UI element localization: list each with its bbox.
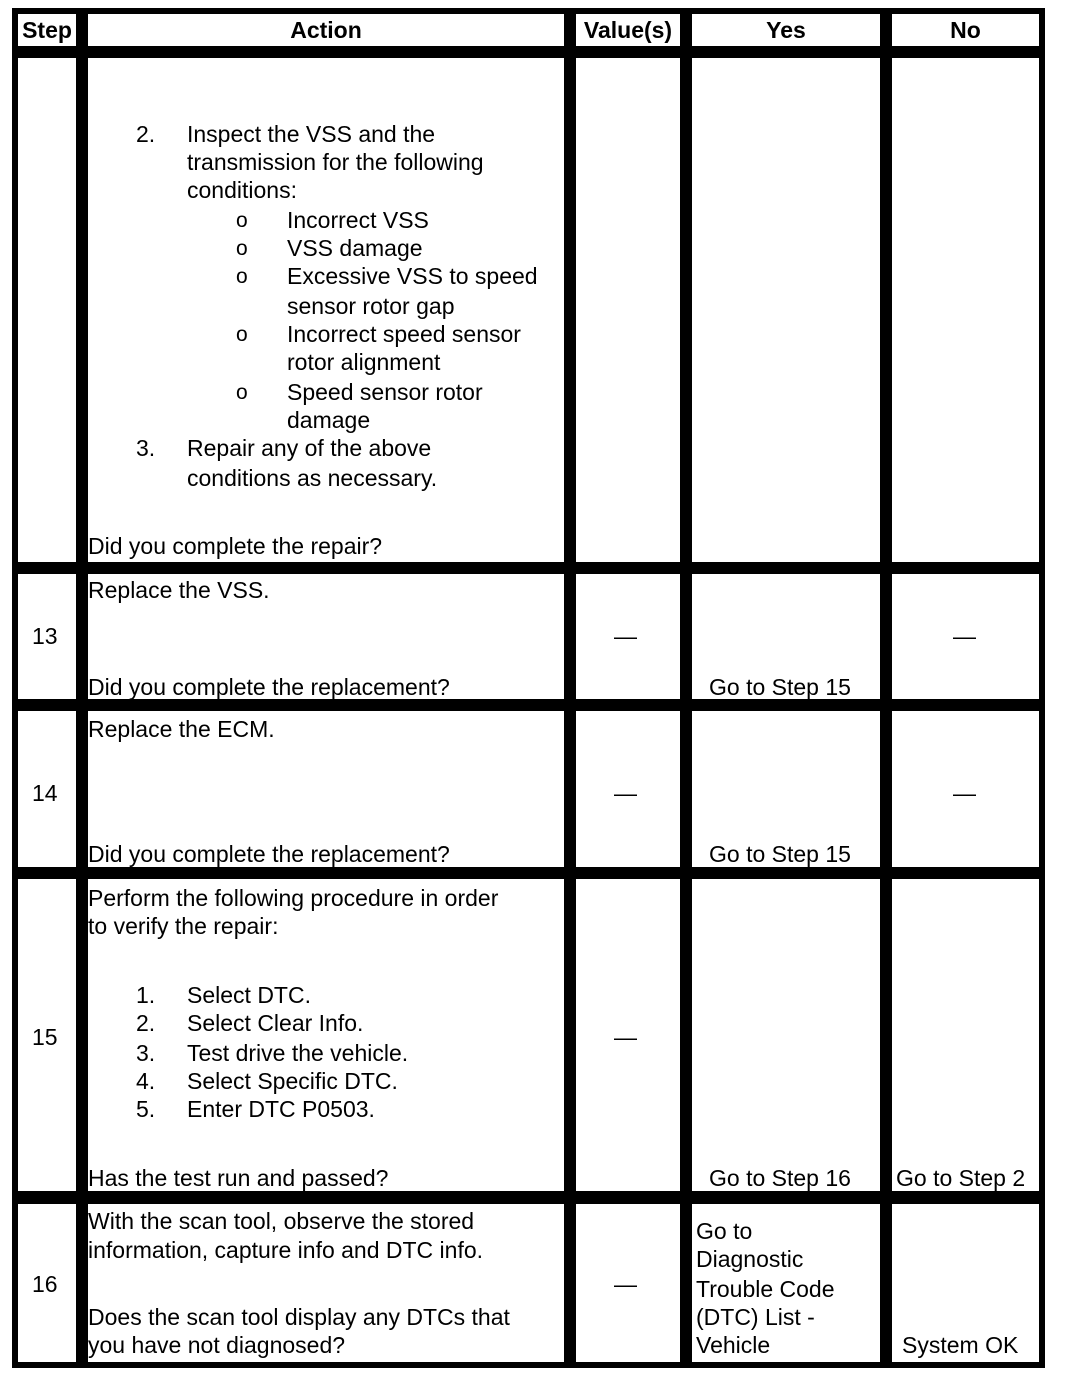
list-item-text: Select Specific DTC.	[187, 1068, 398, 1094]
bullet-marker: o	[236, 323, 248, 346]
row-16-value: —	[614, 1271, 637, 1297]
row-16-yes-line: Diagnostic	[696, 1246, 804, 1272]
row-16-yes-line: Go to	[696, 1218, 753, 1244]
row-16-yes-line: Trouble Code	[696, 1276, 835, 1302]
row-15-step-number: 15	[32, 1024, 58, 1050]
row-16-step-number: 16	[32, 1271, 58, 1297]
bullet-marker: o	[236, 381, 248, 404]
list-number: 3.	[136, 1040, 156, 1066]
list-number: 4.	[136, 1068, 156, 1094]
row-12-step-cell	[12, 52, 82, 568]
row-14-value: —	[614, 780, 637, 806]
row-15-question: Has the test run and passed?	[88, 1165, 389, 1191]
list-number: 2.	[136, 121, 156, 147]
row-14-step-number: 14	[32, 780, 58, 806]
header-step: Step	[12, 8, 82, 52]
row-16-question-line: you have not diagnosed?	[88, 1332, 346, 1358]
row-13-action-text: Replace the VSS.	[88, 577, 270, 603]
bullet-marker: o	[236, 209, 248, 232]
bullet-item-line: rotor alignment	[287, 349, 441, 375]
row-15-yes: Go to Step 16	[709, 1165, 851, 1191]
row-16-yes-line: Vehicle	[696, 1332, 771, 1358]
row-15-no-cell	[886, 873, 1045, 1197]
row-13-no: —	[953, 623, 976, 649]
header-action: Action	[82, 8, 570, 52]
row-13-step-number: 13	[32, 623, 58, 649]
header-yes: Yes	[686, 8, 886, 52]
list-item-line: Inspect the VSS and the	[187, 121, 436, 147]
list-item-text: Select DTC.	[187, 982, 311, 1008]
row-14-question: Did you complete the replacement?	[88, 841, 450, 867]
row-16-no: System OK	[902, 1332, 1019, 1358]
row-15-no: Go to Step 2	[896, 1165, 1026, 1191]
bullet-item-line: Excessive VSS to speed	[287, 263, 538, 289]
row-16-intro-line: information, capture info and DTC info.	[88, 1237, 484, 1263]
row-14-yes: Go to Step 15	[709, 841, 851, 867]
row-15-value: —	[614, 1024, 637, 1050]
row-16-question-line: Does the scan tool display any DTCs that	[88, 1304, 510, 1330]
list-item-text: Test drive the vehicle.	[187, 1040, 409, 1066]
list-item-line: transmission for the following	[187, 149, 484, 175]
bullet-marker: o	[236, 265, 248, 288]
bullet-item-line: damage	[287, 407, 371, 433]
row-16-intro-line: With the scan tool, observe the stored	[88, 1208, 475, 1234]
header-no: No	[886, 8, 1045, 52]
row-13-value: —	[614, 623, 637, 649]
row-13-yes: Go to Step 15	[709, 674, 851, 700]
bullet-item-line: VSS damage	[287, 235, 423, 261]
list-number: 2.	[136, 1010, 156, 1036]
list-item-line: conditions as necessary.	[187, 465, 438, 491]
row-16-yes-line: (DTC) List -	[696, 1304, 815, 1330]
list-item-line: conditions:	[187, 177, 297, 203]
row-13-question: Did you complete the replacement?	[88, 674, 450, 700]
row-12-no-cell	[886, 52, 1045, 568]
row-15-intro-line: Perform the following procedure in order	[88, 885, 499, 911]
row-12-yes-cell	[686, 52, 886, 568]
list-number: 3.	[136, 435, 156, 461]
bullet-item-line: Incorrect speed sensor	[287, 321, 521, 347]
header-values: Value(s)	[570, 8, 686, 52]
bullet-item-line: Speed sensor rotor	[287, 379, 483, 405]
bullet-marker: o	[236, 237, 248, 260]
row-15-intro-line: to verify the repair:	[88, 913, 279, 939]
list-item-text: Enter DTC P0503.	[187, 1096, 375, 1122]
list-number: 1.	[136, 982, 156, 1008]
row-12-value-cell	[570, 52, 686, 568]
row-14-no: —	[953, 780, 976, 806]
row-15-yes-cell	[686, 873, 886, 1197]
row-12-question: Did you complete the repair?	[88, 533, 383, 559]
list-item-text: Select Clear Info.	[187, 1010, 364, 1036]
list-number: 5.	[136, 1096, 156, 1122]
bullet-item-line: Incorrect VSS	[287, 207, 429, 233]
list-item-line: Repair any of the above	[187, 435, 432, 461]
row-14-action-text: Replace the ECM.	[88, 716, 275, 742]
bullet-item-line: sensor rotor gap	[287, 293, 455, 319]
